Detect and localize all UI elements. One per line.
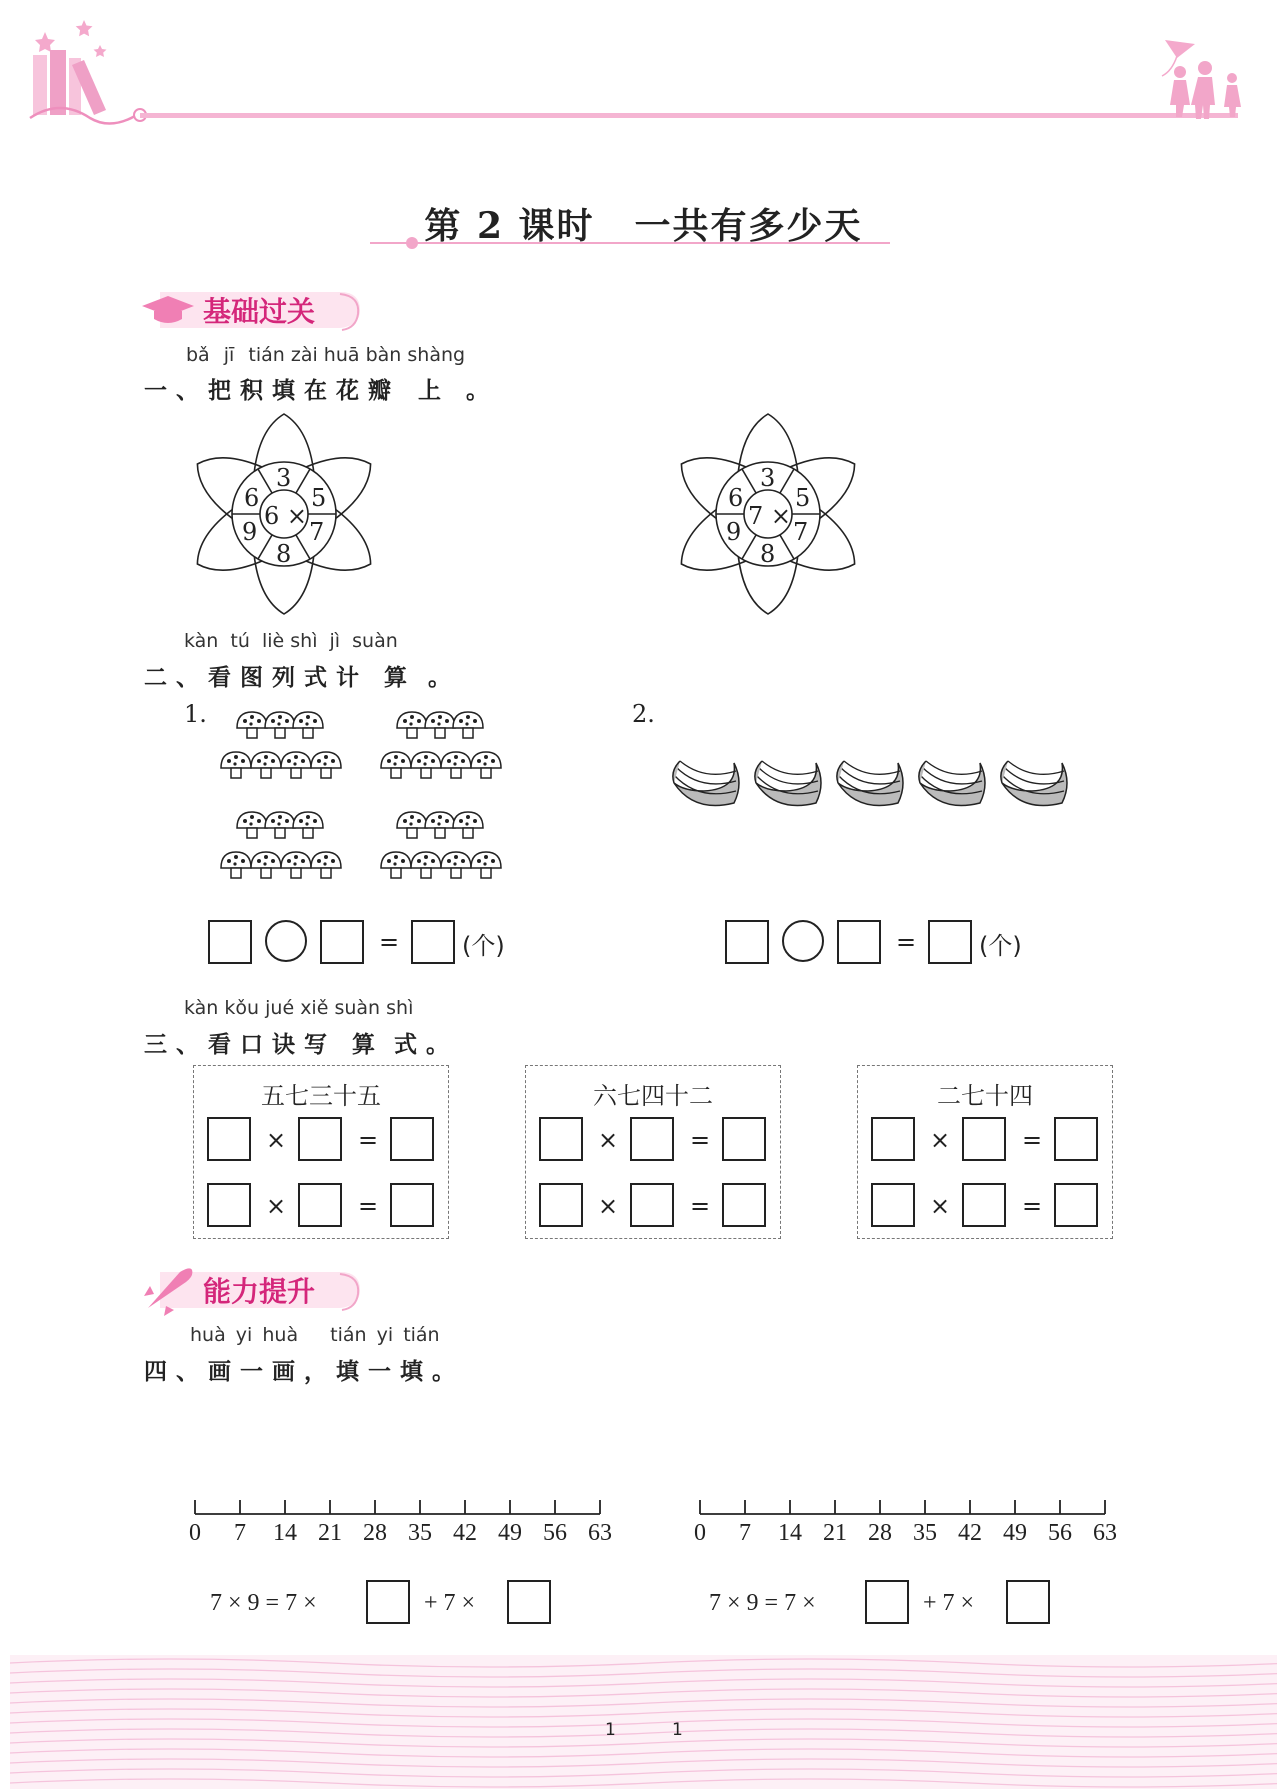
answer-box[interactable] [390, 1117, 434, 1161]
answer-box[interactable] [366, 1580, 410, 1624]
answer-box[interactable] [871, 1183, 915, 1227]
times-sign: × [266, 1192, 287, 1220]
operator-circle[interactable] [265, 920, 307, 962]
q3-pinyin: kàn kǒu jué xiě suàn shì [184, 997, 414, 1019]
answer-box[interactable] [722, 1183, 766, 1227]
unit-label: (个) [462, 932, 505, 960]
answer-box[interactable] [207, 1117, 251, 1161]
answer-box[interactable] [871, 1117, 915, 1161]
equals-sign: = [690, 1192, 711, 1220]
footer-wave-decoration [10, 1655, 1277, 1789]
answer-box[interactable] [539, 1183, 583, 1227]
answer-box[interactable] [725, 920, 769, 964]
answer-box[interactable] [928, 920, 972, 964]
equals-sign: = [1022, 1192, 1043, 1220]
flower-number: 6 [728, 484, 744, 512]
equation-mid: + 7 × [923, 1590, 975, 1616]
item-2-label: 2. [632, 700, 655, 728]
equals-sign: = [358, 1126, 379, 1154]
flower-number: 6 [244, 484, 260, 512]
section-title-basic: 基础过关 [203, 295, 316, 328]
answer-box[interactable] [962, 1183, 1006, 1227]
unit-label: (个) [979, 932, 1022, 960]
title-underline [370, 236, 890, 250]
banana-icon [673, 761, 1067, 806]
times-sign: × [930, 1192, 951, 1220]
equals-sign: = [358, 1192, 379, 1220]
number-line-1-ticks: 0 7 14 21 28 35 42 49 56 63 [189, 1520, 612, 1546]
equation-mid: + 7 × [424, 1590, 476, 1616]
answer-box[interactable] [207, 1183, 251, 1227]
answer-box[interactable] [1006, 1580, 1050, 1624]
answer-box[interactable] [1054, 1117, 1098, 1161]
flower-number: 9 [726, 518, 742, 546]
flower-center: 6 × [264, 502, 308, 530]
times-sign: × [598, 1192, 619, 1220]
equals-sign: = [1022, 1126, 1043, 1154]
number-line-1 [185, 1490, 615, 1520]
flower-number: 7 [309, 518, 325, 546]
operator-circle[interactable] [782, 920, 824, 962]
flower-number: 3 [760, 464, 776, 492]
lesson-name: 一共有多少天 [634, 205, 863, 247]
times-sign: × [930, 1126, 951, 1154]
question-3-text: 三、看口诀写 算 式。 [144, 1032, 458, 1058]
mushroom-groups [210, 700, 520, 900]
equals-sign: = [379, 928, 400, 956]
star-icon [94, 45, 107, 57]
flower-number: 5 [795, 484, 811, 512]
rhyme-text: 二七十四 [937, 1082, 1033, 1110]
answer-box[interactable] [865, 1580, 909, 1624]
star-icon [76, 20, 93, 36]
flower-number: 5 [311, 484, 327, 512]
q2-pinyin: kàn tú liè shì jì suàn [184, 630, 398, 652]
answer-box[interactable] [962, 1117, 1006, 1161]
equals-sign: = [896, 928, 917, 956]
answer-box[interactable] [298, 1117, 342, 1161]
flower-number: 7 [793, 518, 809, 546]
equals-sign: = [690, 1126, 711, 1154]
answer-box[interactable] [208, 920, 252, 964]
number-line-2-ticks: 0 7 14 21 28 35 42 49 56 63 [694, 1520, 1117, 1546]
answer-box[interactable] [390, 1183, 434, 1227]
flower-number: 8 [760, 540, 776, 568]
answer-box[interactable] [1054, 1183, 1098, 1227]
number-line-2 [690, 1490, 1120, 1520]
flower-number: 9 [242, 518, 258, 546]
lesson-number: 第 2 课时 [424, 205, 595, 247]
rhyme-text: 六七四十二 [593, 1082, 713, 1110]
answer-box[interactable] [539, 1117, 583, 1161]
question-4-text: 四、画一画，填一填。 [144, 1359, 464, 1385]
equation-lhs: 7 × 9 = 7 × [210, 1590, 317, 1616]
answer-box[interactable] [630, 1183, 674, 1227]
section-title-advanced: 能力提升 [203, 1275, 316, 1308]
page-number: 1 [605, 1720, 616, 1740]
rhyme-text: 五七三十五 [261, 1082, 381, 1110]
banana-bunches [670, 745, 1090, 825]
flower-center: 7 × [748, 502, 792, 530]
times-sign: × [266, 1126, 287, 1154]
answer-box[interactable] [411, 920, 455, 964]
answer-box[interactable] [630, 1117, 674, 1161]
flower-number: 3 [276, 464, 292, 492]
answer-box[interactable] [722, 1117, 766, 1161]
answer-box[interactable] [320, 920, 364, 964]
answer-box[interactable] [507, 1580, 551, 1624]
header-decoration [0, 0, 1287, 140]
answer-box[interactable] [837, 920, 881, 964]
equation-lhs: 7 × 9 = 7 × [709, 1590, 816, 1616]
question-2-text: 二、看图列式计 算 。 [144, 665, 460, 691]
page-number: 1 [672, 1720, 683, 1740]
item-1-label: 1. [184, 700, 207, 728]
star-icon [35, 32, 55, 52]
q4-pinyin: huà yi huà tián yi tián [190, 1324, 440, 1346]
times-sign: × [598, 1126, 619, 1154]
answer-box[interactable] [298, 1183, 342, 1227]
question-1-text: 一、把积填在花瓣 上 。 [144, 378, 498, 404]
mushroom-icon [221, 712, 501, 878]
flower-number: 8 [276, 540, 292, 568]
q1-pinyin: bǎ jī tián zài huā bàn shàng [186, 344, 466, 366]
